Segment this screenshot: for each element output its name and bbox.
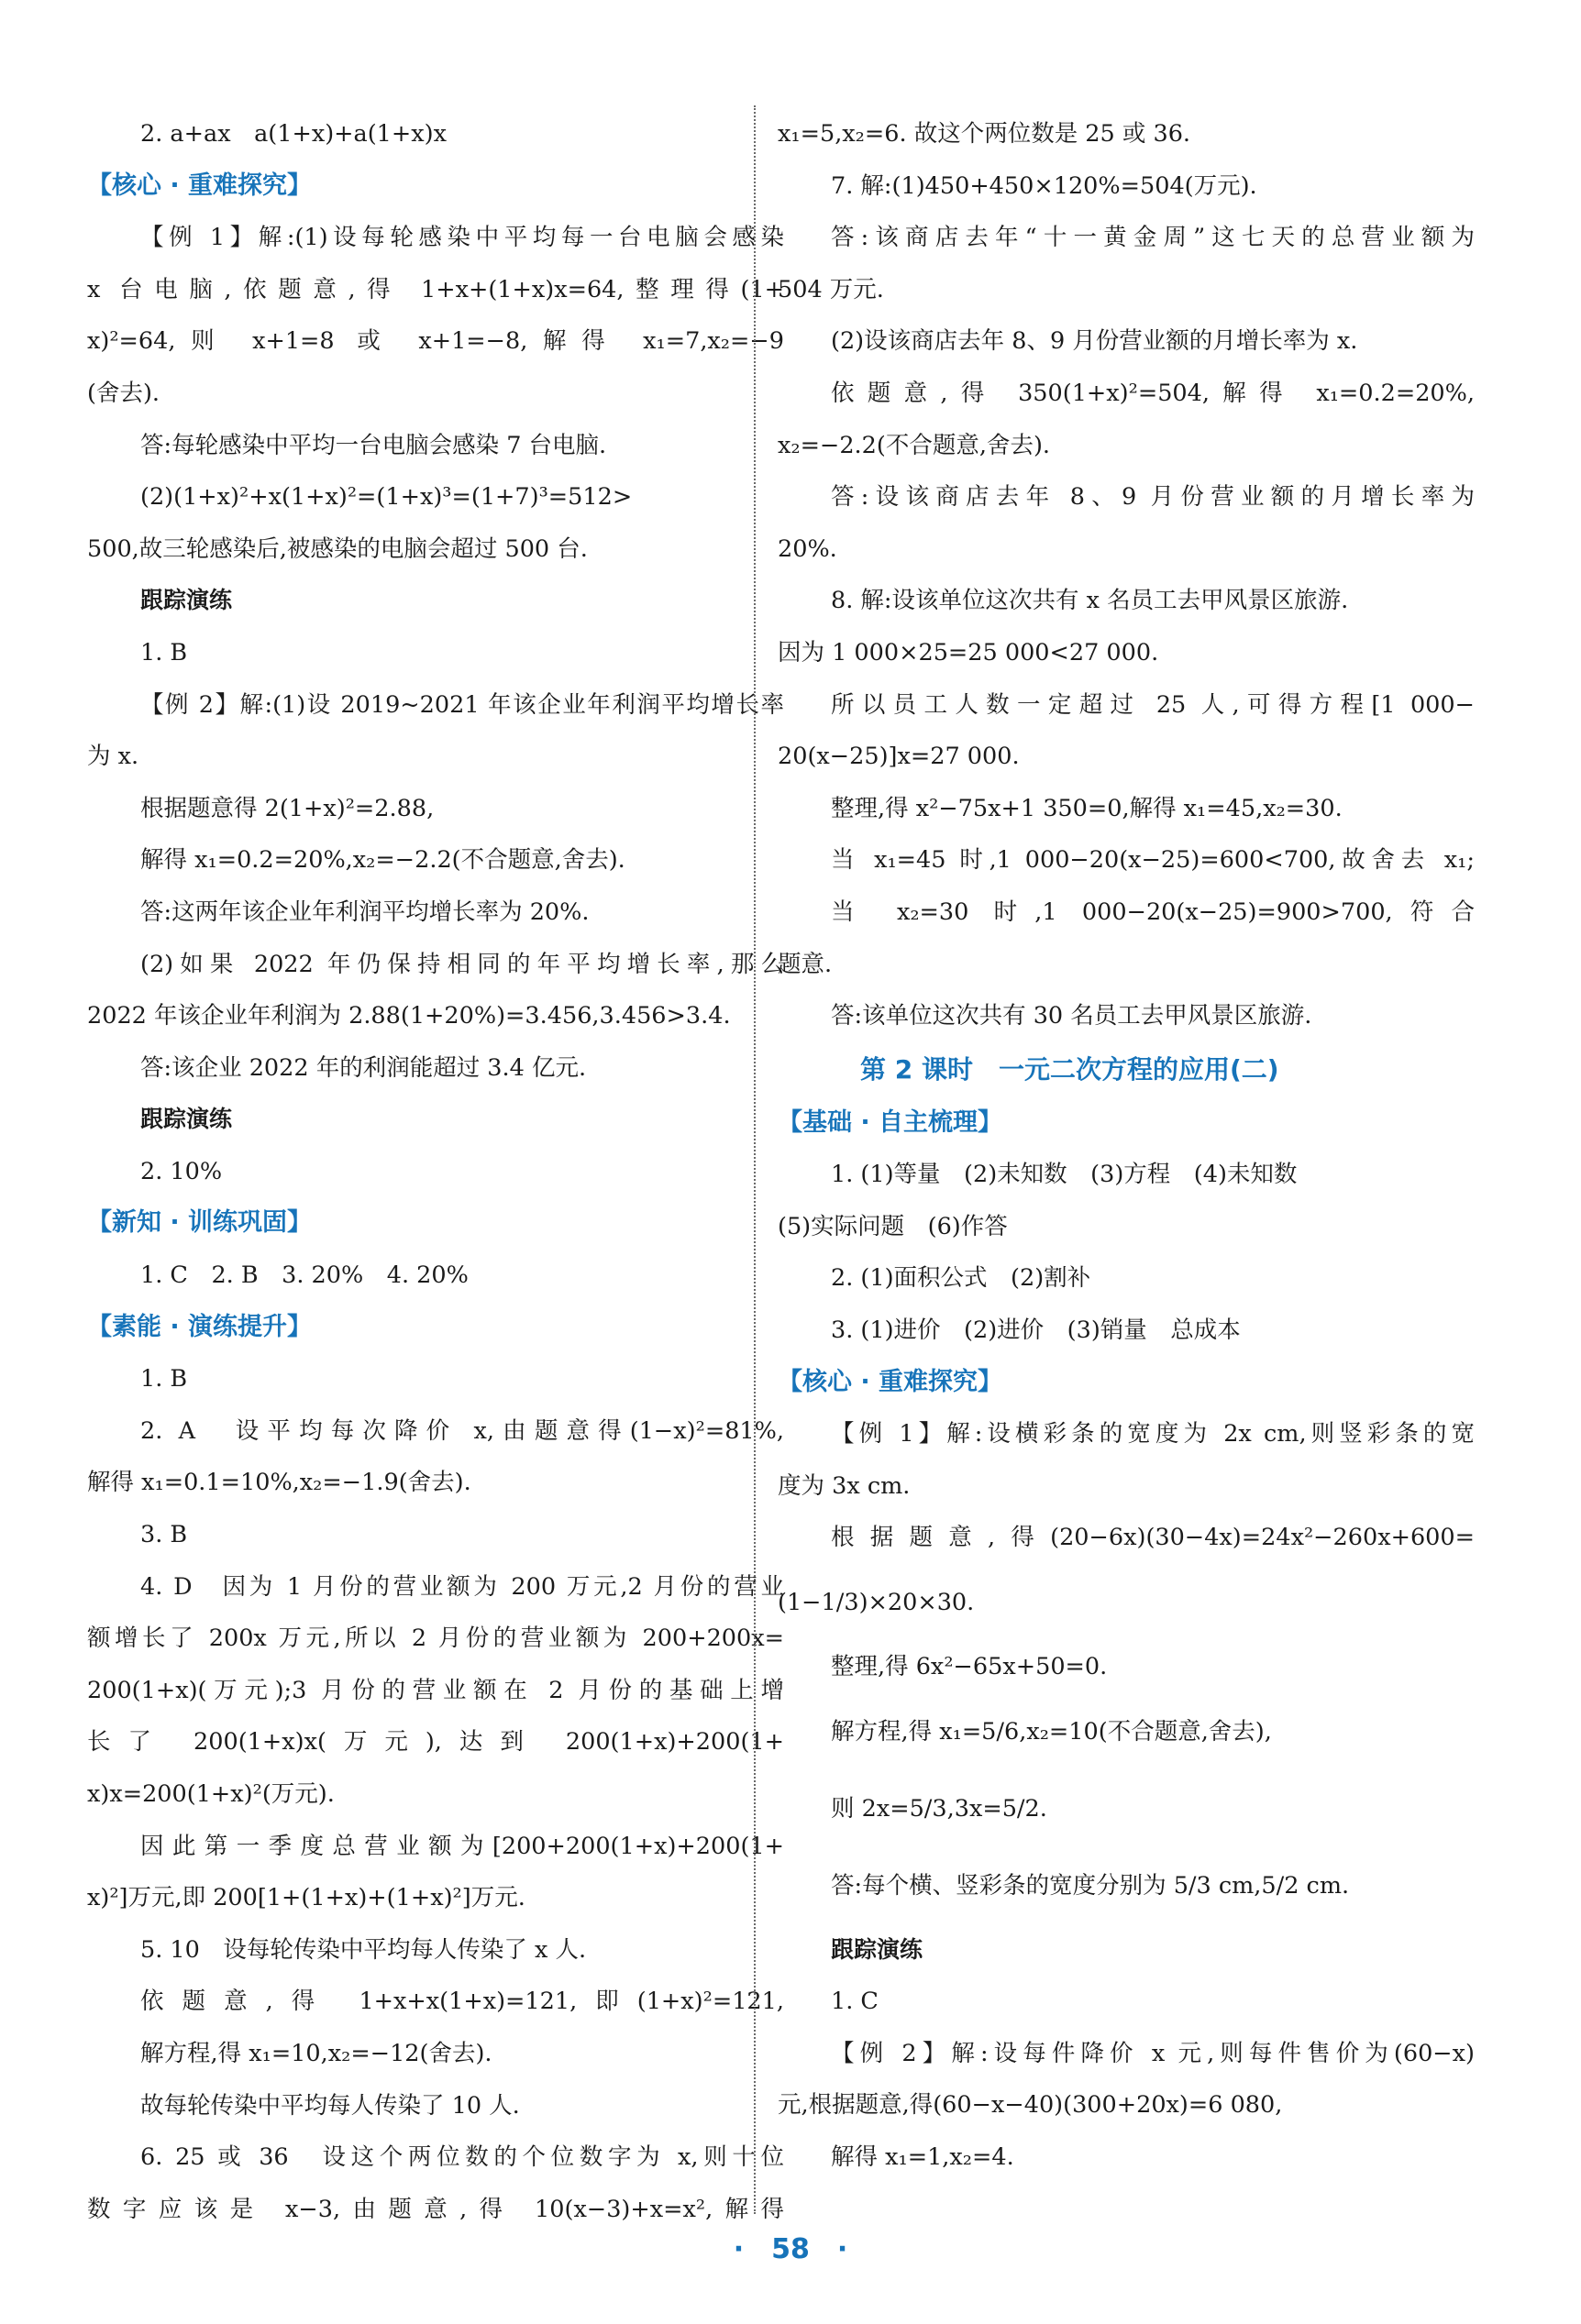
text-line: 2. A 设平均每次降价 x,由题意得(1−x)²=81%, [140, 1416, 784, 1445]
text-line: 【例 1】解:设横彩条的宽度为 2x cm,则竖彩条的宽 [831, 1420, 1475, 1448]
text-line: 解得 x₁=0.2=20%,x₂=−2.2(不合题意,舍去). [140, 846, 625, 875]
text-line: 504 万元. [778, 275, 884, 303]
text-line: 5. 10 设每轮传染中平均每人传染了 x 人. [140, 1935, 587, 1964]
text-line: 为 x. [87, 743, 139, 771]
text-line: 整理,得 x²−75x+1 350=0,解得 x₁=45,x₂=30. [831, 794, 1343, 822]
text-line: 答:这两年该企业年利润平均增长率为 20%. [140, 898, 590, 926]
text-line: 答:每轮感染中平均一台电脑会感染 7 台电脑. [140, 431, 607, 459]
text-line: 当 x₁=45 时,1 000−20(x−25)=600<700,故舍去 x₁; [831, 846, 1475, 875]
text-line: 8. 解:设该单位这次共有 x 名员工去甲风景区旅游. [831, 587, 1349, 615]
text-line: 【例 2】解:(1)设 2019~2021 年该企业年利润平均增长率 [140, 690, 784, 719]
text-line: 4. D 因为 1 月份的营业额为 200 万元,2 月份的营业 [140, 1572, 784, 1601]
right-column [778, 108, 1475, 2184]
text-line: x)²=64,则 x+1=8 或 x+1=−8,解得 x₁=7,x₂=−9 [87, 327, 784, 356]
text-line: x₂=−2.2(不合题意,舍去). [778, 431, 1050, 459]
section-heading: 【核心 · 重难探究】 [87, 171, 313, 200]
text-line: 依题意,得 1+x+x(1+x)=121,即(1+x)²=121, [140, 1988, 784, 2016]
text-line: 2022 年该企业年利润为 2.88(1+20%)=3.456,3.456>3.4. [87, 1002, 731, 1030]
text-line: 题意. [778, 950, 833, 978]
text-line: 解得 x₁=1,x₂=4. [831, 2143, 1014, 2171]
text-line: 依题意,得 350(1+x)²=504,解得 x₁=0.2=20%, [831, 379, 1475, 407]
text-line: 1. (1)等量 (2)未知数 (3)方程 (4)未知数 [831, 1161, 1298, 1189]
text-line: 7. 解:(1)450+450×120%=504(万元). [831, 171, 1257, 200]
text-line: 500,故三轮感染后,被感染的电脑会超过 500 台. [87, 534, 588, 563]
text-line: (1−1/3)×20×30. [778, 1589, 975, 1617]
text-line: 20(x−25)]x=27 000. [778, 743, 1020, 771]
text-line: 1. B [140, 1365, 188, 1393]
text-line: 2. 10% [140, 1157, 223, 1185]
text-line: 则 2x=5/3,3x=5/2. [831, 1794, 1047, 1823]
section-heading: 第 2 课时 一元二次方程的应用(二) [860, 1053, 1279, 1085]
text-line: 解得 x₁=0.1=10%,x₂=−1.9(舍去). [87, 1469, 471, 1497]
text-line: 答:该商店去年“十一黄金周”这七天的总营业额为 [831, 224, 1475, 252]
text-line: 因为 1 000×25=25 000<27 000. [778, 638, 1159, 666]
text-line: 当 x₂=30 时,1 000−20(x−25)=900>700,符合 [831, 898, 1475, 926]
text-line: 1. C [831, 1988, 879, 2016]
text-line: 1. C 2. B 3. 20% 4. 20% [140, 1261, 469, 1290]
text-line: x₁=5,x₂=6. 故这个两位数是 25 或 36. [778, 120, 1191, 148]
text-line: 答:设该商店去年 8、9 月份营业额的月增长率为 [831, 483, 1475, 512]
left-column [87, 108, 784, 2235]
text-line: 元,根据题意,得(60−x−40)(300+20x)=6 080, [778, 2091, 1283, 2120]
text-line: 根据题意得 2(1+x)²=2.88, [140, 794, 435, 822]
text-line: 跟踪演练 [140, 1106, 233, 1133]
text-line: 故每轮传染中平均每人传染了 10 人. [140, 2091, 520, 2120]
section-heading: 【基础 · 自主梳理】 [778, 1107, 1003, 1137]
text-line: 额增长了 200x 万元,所以 2 月份的营业额为 200+200x= [87, 1625, 784, 1653]
text-line: (2)设该商店去年 8、9 月份营业额的月增长率为 x. [831, 327, 1358, 356]
section-heading: 【新知 · 训练巩固】 [87, 1208, 313, 1238]
text-line: 3. (1)进价 (2)进价 (3)销量 总成本 [831, 1316, 1241, 1345]
text-line: 6. 25 或 36 设这个两位数的个位数字为 x,则十位 [140, 2143, 784, 2172]
text-line: (2)(1+x)²+x(1+x)²=(1+x)³=(1+7)³=512> [140, 483, 633, 512]
column-divider [754, 105, 756, 2214]
text-line: 长了 200(1+x)x(万元),达到 200(1+x)+200(1+ [87, 1728, 784, 1757]
text-line: x)x=200(1+x)²(万元). [87, 1780, 335, 1808]
text-line: 整理,得 6x²−65x+50=0. [831, 1653, 1108, 1681]
text-line: (5)实际问题 (6)作答 [778, 1212, 1008, 1240]
text-line: 根据题意,得(20−6x)(30−4x)=24x²−260x+600= [831, 1524, 1475, 1552]
text-line: 因此第一季度总营业额为[200+200(1+x)+200(1+ [140, 1832, 784, 1860]
page-number: · 58 · [733, 2233, 848, 2265]
section-heading: 【核心 · 重难探究】 [778, 1367, 1003, 1396]
text-line: 2. a+ax a(1+x)+a(1+x)x [140, 120, 447, 148]
text-line: x 台电脑,依题意,得 1+x+(1+x)x=64,整理得(1+ [87, 275, 784, 303]
text-line: 200(1+x)(万元);3 月份的营业额在 2 月份的基础上增 [87, 1676, 784, 1704]
text-line: 1. B [140, 638, 188, 666]
text-line: 答:该企业 2022 年的利润能超过 3.4 亿元. [140, 1053, 587, 1082]
text-line: (2)如果 2022 年仍保持相同的年平均增长率,那么 [140, 950, 784, 978]
text-line: 数字应该是 x−3,由题意,得 10(x−3)+x=x²,解得 [87, 2195, 784, 2223]
text-line: (舍去). [87, 379, 160, 407]
text-line: 答:该单位这次共有 30 名员工去甲风景区旅游. [831, 1002, 1312, 1030]
text-line: 2. (1)面积公式 (2)割补 [831, 1264, 1091, 1293]
text-line: 解方程,得 x₁=5/6,x₂=10(不合题意,舍去), [831, 1717, 1272, 1746]
text-line: 所以员工人数一定超过 25 人,可得方程[1 000− [831, 690, 1475, 719]
section-heading: 【素能 · 演练提升】 [87, 1312, 313, 1341]
text-line: 20%. [778, 534, 837, 563]
text-line: 【例 2】解:设每件降价 x 元,则每件售价为(60−x) [831, 2039, 1475, 2067]
text-line: 【例 1】解:(1)设每轮感染中平均每一台电脑会感染 [140, 224, 784, 252]
text-line: 答:每个横、竖彩条的宽度分别为 5/3 cm,5/2 cm. [831, 1871, 1350, 1900]
text-line: 3. B [140, 1521, 188, 1549]
text-line: 度为 3x cm. [778, 1471, 911, 1500]
text-line: x)²]万元,即 200[1+(1+x)+(1+x)²]万元. [87, 1884, 525, 1912]
text-line: 解方程,得 x₁=10,x₂=−12(舍去). [140, 2039, 492, 2067]
text-line: 跟踪演练 [831, 1935, 923, 1963]
text-line: 跟踪演练 [140, 587, 233, 614]
